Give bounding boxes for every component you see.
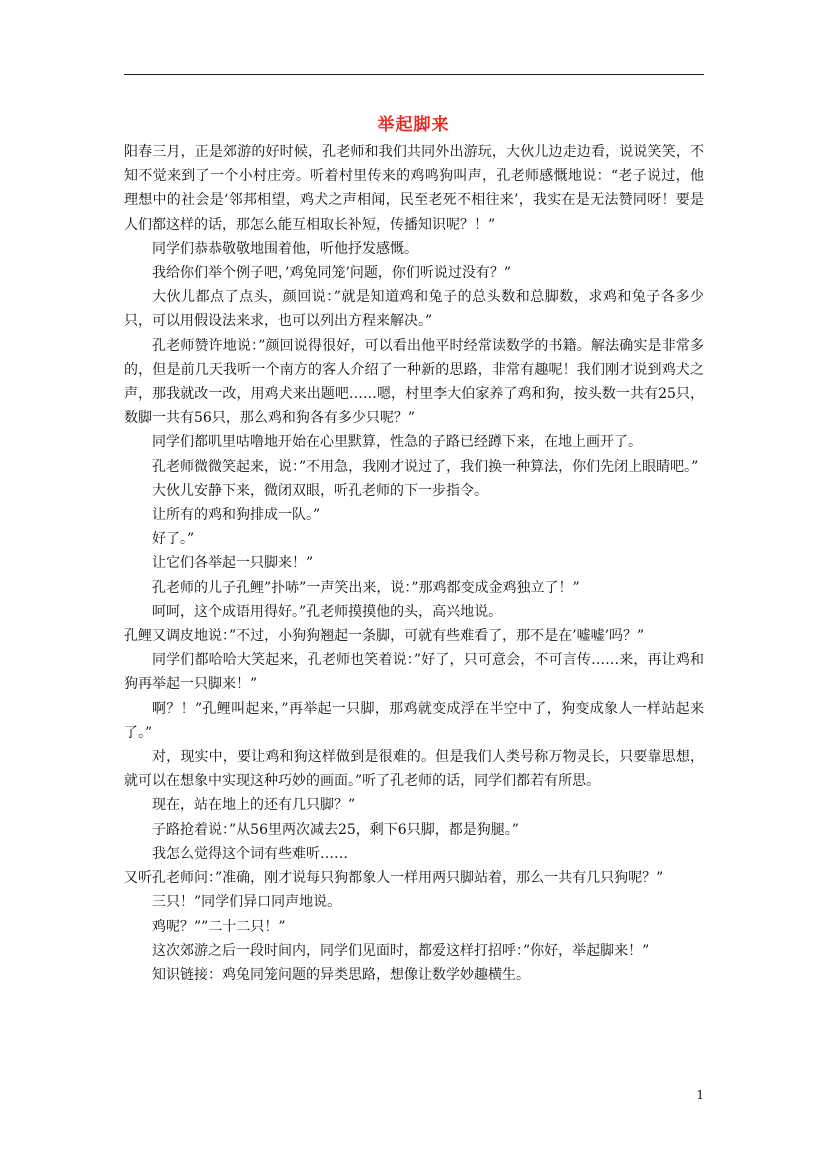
paragraph: 孔鲤又调皮地说：”不过，小狗狗翘起一条脚，可就有些难看了，那不是在’嘘嘘’吗？” bbox=[124, 628, 645, 645]
paragraph: 同学们都哈哈大笑起来，孔老师也笑着说：”好了，只可意会，不可言传……来，再让鸡和狗再举起一只脚来！” bbox=[124, 652, 704, 693]
paragraph: 我给你们举个例子吧，’鸡兔同笼’问题，你们听说过没有？” bbox=[152, 265, 512, 282]
paragraph: 大伙儿都点了点头，颜回说：”就是知道鸡和兔子的总头数和总脚数，求鸡和兔子各多少只，可以用假设法来求，也可以列出方程来解决。” bbox=[124, 289, 704, 330]
paragraph: 同学们恭恭敬敬地围着他，听他抒发感慨。 bbox=[152, 240, 418, 257]
paragraph: 啊？！”孔鲤叫起来，”再举起一只脚，那鸡就变成浮在半空中了，狗变成象人一样站起来了。” bbox=[124, 700, 704, 741]
paragraph: 现在，站在地上的还有几只脚？” bbox=[152, 797, 356, 814]
paragraph: 孔老师的儿子孔鲤”扑哧”一声笑出来，说：”那鸡都变成金鸡独立了！” bbox=[152, 579, 580, 596]
paragraph: 知识链接：鸡兔同笼问题的异类思路，想像让数学妙趣横生。 bbox=[152, 966, 530, 983]
paragraph: 对，现实中，要让鸡和狗这样做到是很难的。但是我们人类号称万物灵长，只要靠思想，就可以在想象中实现这种巧妙的画面。”听了孔老师的话，同学们都若有所思。 bbox=[124, 749, 704, 790]
header-rule bbox=[124, 74, 704, 75]
page-number: 1 bbox=[696, 1088, 704, 1102]
document-body bbox=[124, 140, 704, 987]
paragraph: 呵呵，这个成语用得好。”孔老师摸摸他的头，高兴地说。 bbox=[152, 603, 503, 620]
document-title: 举起脚来 bbox=[377, 115, 450, 135]
paragraph: 孔老师赞许地说：”颜回说得很好，可以看出他平时经常读数学的书籍。解法确实是非常多的，但是前几天我听一个南方的客人介绍了一种新的思路，非常有趣呢！我们刚才说到鸡犬之声，那我就改一改，用鸡犬来出题吧……嗯，村里李大伯家养了鸡和狗，按头数一共有25只，数脚一共有56只，那么鸡和狗各有多少只呢？” bbox=[124, 337, 704, 427]
paragraph: 同学们都叽里咕噜地开始在心里默算，性急的子路已经蹲下来，在地上画开了。 bbox=[152, 434, 642, 451]
paragraph: 我怎么觉得这个词有些难听…… bbox=[152, 845, 348, 862]
paragraph: 这次郊游之后一段时间内，同学们见面时，都爱这样打招呼：”你好，举起脚来！” bbox=[152, 942, 650, 959]
paragraph: 三只！”同学们异口同声地说。 bbox=[152, 894, 342, 911]
paragraph: 让它们各举起一只脚来！” bbox=[152, 555, 314, 572]
paragraph: 鸡呢？””二十二只！” bbox=[152, 918, 286, 935]
paragraph: 让所有的鸡和狗排成一队。” bbox=[152, 507, 321, 524]
paragraph: 孔老师微微笑起来，说：”不用急，我刚才说过了，我们换一种算法，你们先闭上眼睛吧。” bbox=[152, 458, 699, 475]
paragraph: 子路抢着说：”从56里两次减去25，剩下6只脚，都是狗腿。” bbox=[152, 821, 519, 838]
paragraph: 又听孔老师问：”准确，刚才说每只狗都象人一样用两只脚站着，那么一共有几只狗呢？” bbox=[124, 870, 664, 887]
paragraph: 阳春三月，正是郊游的好时候，孔老师和我们共同外出游玩，大伙儿边走边看，说说笑笑，不知不觉来到了一个小村庄旁。听着村里传来的鸡鸣狗叫声，孔老师感慨地说：“老子说过，他理想中的社会是‘邻邦相望，鸡犬之声相闻，民至老死不相往来’，我实在是无法赞同呀！要是人们都这样的话，那怎么能互相取长补短，传播知识呢？！” bbox=[124, 144, 704, 233]
paragraph: 好了。” bbox=[152, 531, 195, 548]
paragraph: 大伙儿安静下来，微闭双眼，听孔老师的下一步指令。 bbox=[152, 482, 488, 499]
